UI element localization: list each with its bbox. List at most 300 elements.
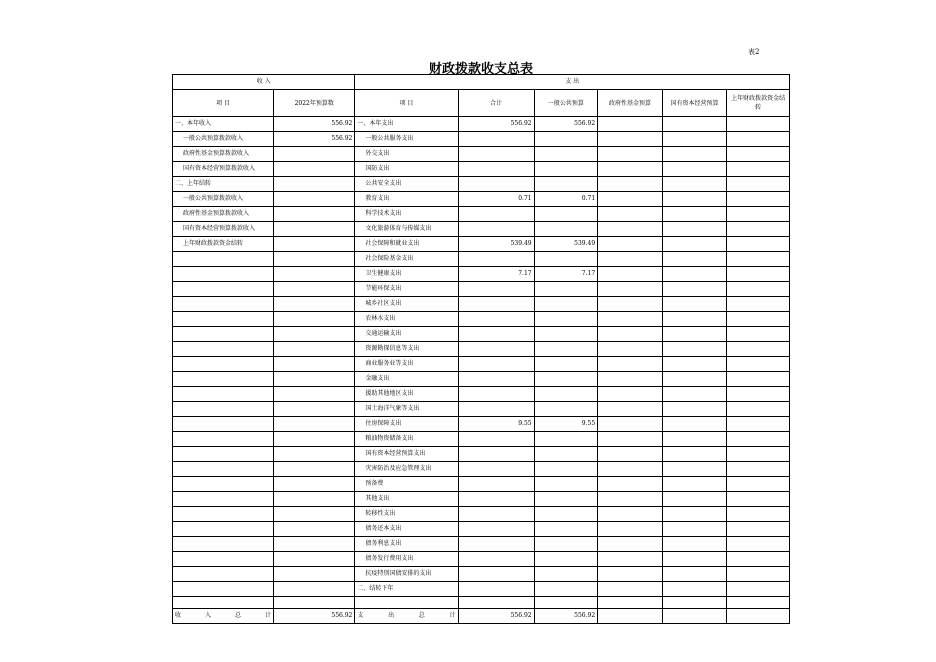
expense-item: 其他支出 xyxy=(355,492,458,507)
expense-gov-fund xyxy=(598,477,663,492)
expense-general xyxy=(534,177,598,192)
expense-item: 资源勘探信息等支出 xyxy=(355,342,458,357)
expense-item: 外交支出 xyxy=(355,147,458,162)
expense-carryover xyxy=(727,117,790,132)
expense-total xyxy=(458,312,534,327)
expense-total xyxy=(458,282,534,297)
income-item xyxy=(173,537,274,552)
income-item: 政府性基金预算拨款收入 xyxy=(173,207,274,222)
expense-item: 交通运输支出 xyxy=(355,327,458,342)
income-amount xyxy=(274,222,355,237)
expense-carryover xyxy=(727,447,790,462)
expense-general xyxy=(534,492,598,507)
income-item xyxy=(173,387,274,402)
expense-carryover xyxy=(727,177,790,192)
expense-general xyxy=(534,462,598,477)
expense-total xyxy=(458,327,534,342)
expense-general xyxy=(534,312,598,327)
income-item xyxy=(173,402,274,417)
income-item xyxy=(173,267,274,282)
expense-total xyxy=(458,447,534,462)
finance-summary-table xyxy=(172,74,790,624)
expense-carryover xyxy=(727,522,790,537)
table-row xyxy=(173,462,790,477)
income-amount xyxy=(274,522,355,537)
income-amount xyxy=(274,147,355,162)
income-total: 556.92 xyxy=(274,609,355,624)
page-title: 财政拨款收支总表 xyxy=(428,62,533,77)
expense-item: 粮油物资储备支出 xyxy=(355,432,458,447)
expense-item: 金融支出 xyxy=(355,372,458,387)
expense-item: 国土海洋气象等支出 xyxy=(355,402,458,417)
table-row xyxy=(173,507,790,522)
income-item xyxy=(173,282,274,297)
empty-cell xyxy=(598,597,663,609)
expense-gov-fund xyxy=(598,432,663,447)
expense-carryover xyxy=(727,132,790,147)
budget-2022-header: 2022年预算数 xyxy=(274,90,355,117)
expense-total xyxy=(458,387,534,402)
expense-gov-fund xyxy=(598,582,663,597)
expense-general xyxy=(534,297,598,312)
table-row xyxy=(173,417,790,432)
expense-gov-fund xyxy=(598,297,663,312)
expense-carryover xyxy=(727,492,790,507)
expense-item: 一般公共服务支出 xyxy=(355,132,458,147)
expense-carryover xyxy=(727,387,790,402)
income-amount xyxy=(274,267,355,282)
expense-state-capital xyxy=(662,207,727,222)
income-amount xyxy=(274,507,355,522)
income-item xyxy=(173,522,274,537)
expense-gov-fund xyxy=(598,567,663,582)
income-item-header: 项 目 xyxy=(173,90,274,117)
income-amount xyxy=(274,462,355,477)
expense-item: 一、本年支出 xyxy=(355,117,458,132)
spacer-row xyxy=(173,597,790,609)
expense-total xyxy=(458,492,534,507)
expense-state-capital xyxy=(662,267,727,282)
expense-general xyxy=(534,447,598,462)
expense-gov-fund xyxy=(598,312,663,327)
expense-general xyxy=(534,402,598,417)
expense-carryover xyxy=(727,357,790,372)
income-amount xyxy=(274,477,355,492)
table-row xyxy=(173,402,790,417)
expense-state-capital xyxy=(662,447,727,462)
expense-carryover xyxy=(727,267,790,282)
table-row xyxy=(173,237,790,252)
expense-general xyxy=(534,327,598,342)
expense-total xyxy=(458,147,534,162)
income-amount: 556.92 xyxy=(274,132,355,147)
expense-gov-fund xyxy=(598,447,663,462)
expense-carryover xyxy=(727,342,790,357)
income-item xyxy=(173,312,274,327)
expense-gov-fund xyxy=(598,237,663,252)
expense-gov-fund xyxy=(598,417,663,432)
income-amount xyxy=(274,312,355,327)
expense-state-capital xyxy=(662,552,727,567)
expense-carryover xyxy=(727,477,790,492)
income-amount xyxy=(274,567,355,582)
expense-carryover xyxy=(727,507,790,522)
expense-total: 7.17 xyxy=(458,267,534,282)
expense-item: 农林水支出 xyxy=(355,312,458,327)
income-amount xyxy=(274,282,355,297)
expense-general xyxy=(534,522,598,537)
table-row xyxy=(173,567,790,582)
expense-total-label: 支 出 总 计 xyxy=(355,609,458,624)
expense-total xyxy=(458,162,534,177)
expense-general: 539.49 xyxy=(534,237,598,252)
empty-cell xyxy=(458,597,534,609)
expense-total: 539.49 xyxy=(458,237,534,252)
expense-total xyxy=(458,477,534,492)
table-row xyxy=(173,132,790,147)
expense-item: 节能环保支出 xyxy=(355,282,458,297)
expense-item: 教育支出 xyxy=(355,192,458,207)
expense-general xyxy=(534,342,598,357)
expense-carryover xyxy=(727,552,790,567)
income-item xyxy=(173,477,274,492)
expense-item: 城乡社区支出 xyxy=(355,297,458,312)
expense-item: 卫生健康支出 xyxy=(355,267,458,282)
expense-item: 转移性支出 xyxy=(355,507,458,522)
expense-state-capital xyxy=(662,282,727,297)
header-row-1 xyxy=(173,75,790,90)
expense-gov-fund xyxy=(598,132,663,147)
expense-item: 社会保险基金支出 xyxy=(355,252,458,267)
expense-gov-fund xyxy=(598,147,663,162)
table-row xyxy=(173,297,790,312)
income-item xyxy=(173,417,274,432)
expense-state-capital xyxy=(662,222,727,237)
empty-cell xyxy=(355,597,458,609)
income-item xyxy=(173,432,274,447)
income-amount xyxy=(274,552,355,567)
totals-row xyxy=(173,609,790,624)
income-amount xyxy=(274,162,355,177)
table-row xyxy=(173,477,790,492)
expense-state-capital xyxy=(662,192,727,207)
income-item xyxy=(173,492,274,507)
expense-state-capital xyxy=(662,117,727,132)
table-row xyxy=(173,192,790,207)
expense-carryover xyxy=(727,462,790,477)
expense-general xyxy=(534,222,598,237)
expense-gov-fund xyxy=(598,252,663,267)
expense-general xyxy=(534,432,598,447)
expense-gov-fund xyxy=(598,387,663,402)
table-row xyxy=(173,177,790,192)
expense-gov-fund xyxy=(598,222,663,237)
income-amount xyxy=(274,537,355,552)
income-amount xyxy=(274,492,355,507)
empty-cell xyxy=(662,597,727,609)
expense-item: 二、结转下年 xyxy=(355,582,458,597)
income-amount xyxy=(274,582,355,597)
expense-carryover xyxy=(727,432,790,447)
expense-total xyxy=(458,207,534,222)
table-row xyxy=(173,117,790,132)
expense-total xyxy=(458,552,534,567)
expense-carryover xyxy=(727,582,790,597)
expense-item: 社会保障和就业支出 xyxy=(355,237,458,252)
expense-item: 灾害防治及应急管理支出 xyxy=(355,462,458,477)
table-row xyxy=(173,342,790,357)
income-item: 一般公共预算拨款收入 xyxy=(173,132,274,147)
expense-gov-fund xyxy=(598,207,663,222)
expense-carryover xyxy=(727,417,790,432)
expense-gov-fund xyxy=(598,492,663,507)
table-row xyxy=(173,447,790,462)
expense-carryover xyxy=(727,567,790,582)
table-row xyxy=(173,552,790,567)
expense-gov-fund xyxy=(598,282,663,297)
expense-gov-fund xyxy=(598,177,663,192)
table-row xyxy=(173,312,790,327)
expense-carryover xyxy=(727,207,790,222)
expense-state-capital xyxy=(662,492,727,507)
expense-total xyxy=(458,402,534,417)
table-row xyxy=(173,432,790,447)
expense-carryover xyxy=(727,192,790,207)
expense-state-capital xyxy=(662,237,727,252)
expense-general xyxy=(534,357,598,372)
expense-gov-fund xyxy=(598,162,663,177)
expense-item: 债务发行费用支出 xyxy=(355,552,458,567)
prev-year-carryover-header: 上年财政拨款资金结转 xyxy=(727,90,790,117)
expense-total xyxy=(458,252,534,267)
expense-general xyxy=(534,507,598,522)
expense-state-capital xyxy=(662,327,727,342)
income-item xyxy=(173,327,274,342)
income-item: 二、上年结转 xyxy=(173,177,274,192)
expense-general: 9.55 xyxy=(534,417,598,432)
income-amount xyxy=(274,192,355,207)
expense-total xyxy=(458,522,534,537)
income-total-label: 收 入 总 计 xyxy=(173,609,274,624)
expense-carryover xyxy=(727,222,790,237)
expense-carryover xyxy=(727,312,790,327)
table-row xyxy=(173,357,790,372)
expense-general: 7.17 xyxy=(534,267,598,282)
expense-carryover xyxy=(727,537,790,552)
expense-gov-fund xyxy=(598,402,663,417)
expense-state-capital xyxy=(662,177,727,192)
expense-general xyxy=(534,147,598,162)
income-item xyxy=(173,297,274,312)
expense-total xyxy=(458,567,534,582)
expense-general xyxy=(534,567,598,582)
expense-gov-fund xyxy=(598,342,663,357)
table-row xyxy=(173,282,790,297)
income-amount xyxy=(274,447,355,462)
expense-general xyxy=(534,582,598,597)
expense-gov-fund xyxy=(598,267,663,282)
expense-general xyxy=(534,552,598,567)
expense-gov-fund xyxy=(598,372,663,387)
income-item xyxy=(173,252,274,267)
income-item: 一般公共预算拨款收入 xyxy=(173,192,274,207)
expense-item: 援助其他地区支出 xyxy=(355,387,458,402)
expense-state-capital xyxy=(662,132,727,147)
expense-carryover xyxy=(727,147,790,162)
expense-state-capital xyxy=(662,162,727,177)
expense-gov-fund xyxy=(598,537,663,552)
expense-carryover xyxy=(727,297,790,312)
income-amount xyxy=(274,252,355,267)
expense-general xyxy=(534,477,598,492)
expense-general-sum: 556.92 xyxy=(534,609,598,624)
total-header: 合计 xyxy=(458,90,534,117)
expense-gov-fund xyxy=(598,552,663,567)
table-row xyxy=(173,252,790,267)
expense-item: 科学技术支出 xyxy=(355,207,458,222)
expense-state-capital xyxy=(662,567,727,582)
expense-state-capital xyxy=(662,372,727,387)
income-header: 收 入 xyxy=(173,75,355,90)
expense-carryover xyxy=(727,402,790,417)
expense-total-sum: 556.92 xyxy=(458,609,534,624)
income-amount xyxy=(274,402,355,417)
income-amount xyxy=(274,372,355,387)
expense-state-capital xyxy=(662,252,727,267)
expense-general: 556.92 xyxy=(534,117,598,132)
expense-item: 国防支出 xyxy=(355,162,458,177)
expense-state-capital xyxy=(662,507,727,522)
expense-general xyxy=(534,387,598,402)
expense-state-capital xyxy=(662,312,727,327)
expense-general: 0.71 xyxy=(534,192,598,207)
expense-total xyxy=(458,297,534,312)
income-amount xyxy=(274,327,355,342)
expense-total xyxy=(458,132,534,147)
income-item: 国有资本经营预算拨款收入 xyxy=(173,222,274,237)
expense-total xyxy=(458,507,534,522)
expense-total: 9.55 xyxy=(458,417,534,432)
expense-state-capital xyxy=(662,432,727,447)
income-amount xyxy=(274,297,355,312)
expense-state-capital xyxy=(662,462,727,477)
income-item xyxy=(173,507,274,522)
expense-gov-fund xyxy=(598,192,663,207)
expense-carryover xyxy=(727,327,790,342)
expense-header: 支 出 xyxy=(355,75,790,90)
expense-state-capital-sum xyxy=(662,609,727,624)
income-amount xyxy=(274,342,355,357)
expense-carryover xyxy=(727,282,790,297)
empty-cell xyxy=(727,597,790,609)
table-row xyxy=(173,522,790,537)
expense-carryover xyxy=(727,162,790,177)
header-row-2 xyxy=(173,90,790,117)
table-row xyxy=(173,207,790,222)
expense-general xyxy=(534,252,598,267)
table-number: 表2 xyxy=(748,48,760,56)
expense-carryover xyxy=(727,237,790,252)
table-row xyxy=(173,222,790,237)
expense-gov-fund xyxy=(598,117,663,132)
income-item xyxy=(173,552,274,567)
expense-item: 预备费 xyxy=(355,477,458,492)
expense-general xyxy=(534,282,598,297)
expense-gov-fund xyxy=(598,327,663,342)
expense-state-capital xyxy=(662,147,727,162)
income-item xyxy=(173,372,274,387)
expense-gov-fund xyxy=(598,462,663,477)
income-item xyxy=(173,342,274,357)
income-item xyxy=(173,447,274,462)
expense-total xyxy=(458,582,534,597)
expense-total xyxy=(458,222,534,237)
expense-state-capital xyxy=(662,357,727,372)
expense-general xyxy=(534,132,598,147)
income-amount xyxy=(274,357,355,372)
income-amount xyxy=(274,417,355,432)
table-row xyxy=(173,492,790,507)
expense-total xyxy=(458,372,534,387)
income-item: 政府性基金预算拨款收入 xyxy=(173,147,274,162)
table-row xyxy=(173,267,790,282)
expense-item: 债务利息支出 xyxy=(355,537,458,552)
income-item xyxy=(173,582,274,597)
expense-total xyxy=(458,462,534,477)
table-row xyxy=(173,387,790,402)
expense-total xyxy=(458,357,534,372)
expense-state-capital xyxy=(662,537,727,552)
expense-general xyxy=(534,162,598,177)
empty-cell xyxy=(534,597,598,609)
expense-general xyxy=(534,207,598,222)
expense-general xyxy=(534,537,598,552)
table-row xyxy=(173,147,790,162)
state-capital-budget-header: 国有资本经营预算 xyxy=(662,90,727,117)
income-item: 上年财政拨款资金结转 xyxy=(173,237,274,252)
expense-carryover-sum xyxy=(727,609,790,624)
empty-cell xyxy=(173,597,274,609)
expense-state-capital xyxy=(662,402,727,417)
expense-item-header: 项 目 xyxy=(355,90,458,117)
expense-general xyxy=(534,372,598,387)
expense-state-capital xyxy=(662,417,727,432)
expense-state-capital xyxy=(662,297,727,312)
expense-item: 债务还本支出 xyxy=(355,522,458,537)
expense-item: 公共安全支出 xyxy=(355,177,458,192)
expense-gov-fund xyxy=(598,357,663,372)
expense-carryover xyxy=(727,252,790,267)
expense-carryover xyxy=(727,372,790,387)
expense-state-capital xyxy=(662,387,727,402)
expense-state-capital xyxy=(662,522,727,537)
expense-item: 国有资本经营预算支出 xyxy=(355,447,458,462)
income-item: 一、本年收入 xyxy=(173,117,274,132)
empty-cell xyxy=(274,597,355,609)
income-item xyxy=(173,567,274,582)
expense-gov-fund xyxy=(598,507,663,522)
income-item xyxy=(173,357,274,372)
income-amount xyxy=(274,237,355,252)
expense-total xyxy=(458,432,534,447)
expense-item: 商业服务业等支出 xyxy=(355,357,458,372)
general-budget-header: 一般公共预算 xyxy=(534,90,598,117)
expense-total: 556.92 xyxy=(458,117,534,132)
expense-state-capital xyxy=(662,342,727,357)
expense-gov-fund xyxy=(598,522,663,537)
expense-state-capital xyxy=(662,477,727,492)
income-amount xyxy=(274,432,355,447)
